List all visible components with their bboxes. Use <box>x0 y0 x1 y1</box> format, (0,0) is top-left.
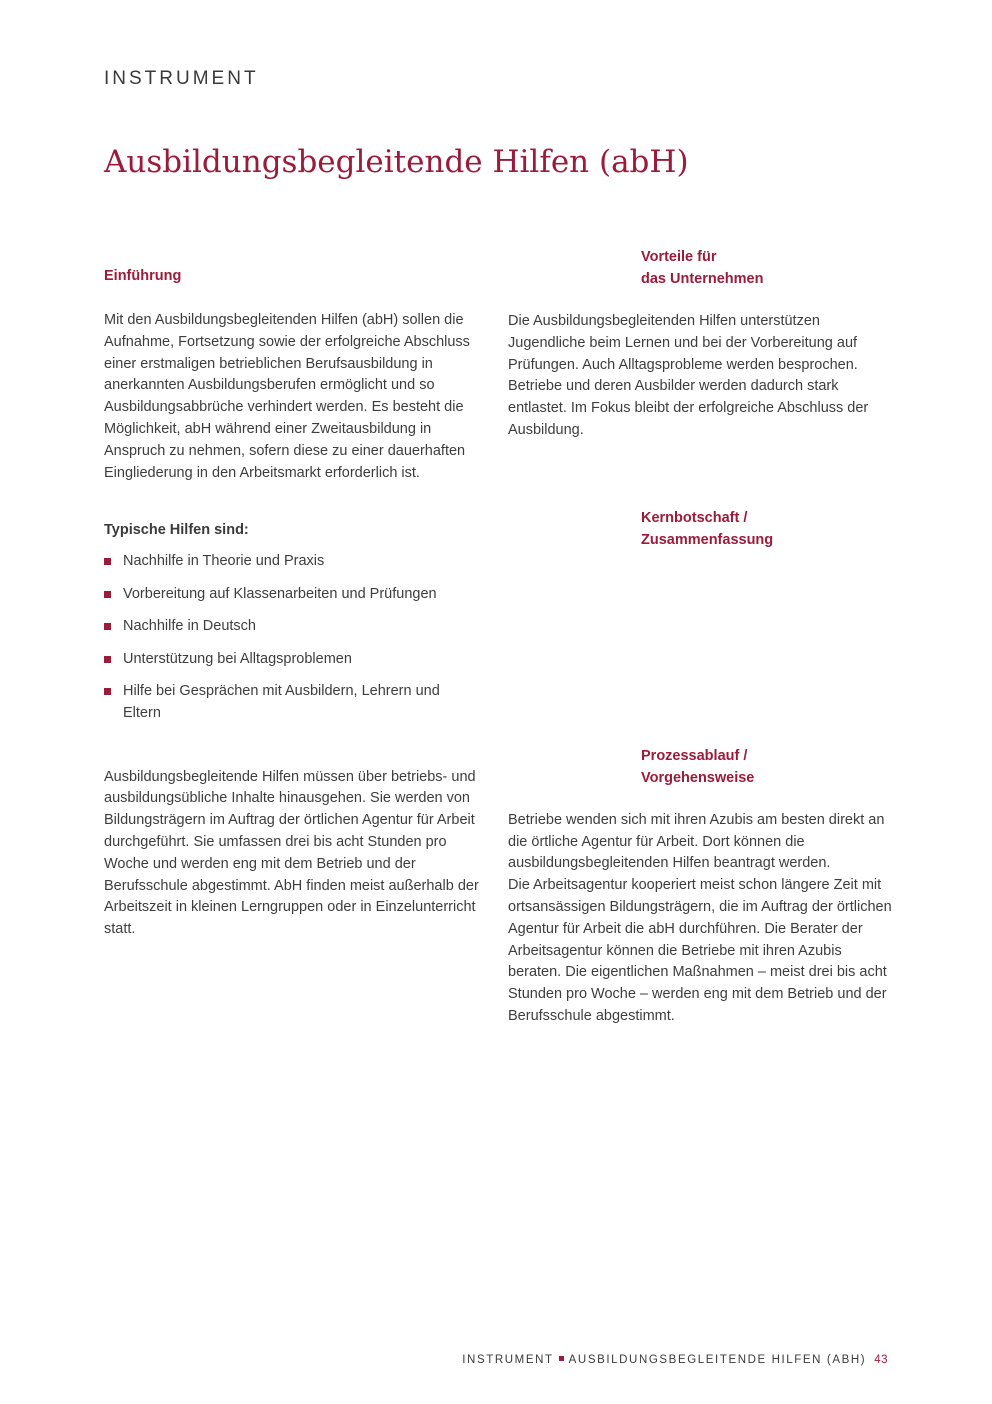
advantages-text: Die Ausbildungsbegleitenden Hilfen unterstützen Jugendliche beim Lernen und bei der Vorbereitung auf Prüfungen. Auch Alltagsprobleme werden besprochen. Betriebe und deren Ausbilder werden dadurch stark entlastet. Im Fokus bleibt der erfolgreiche Abschluss der Ausbildung. <box>508 313 869 438</box>
bullet-square-icon <box>104 591 111 598</box>
closing-text: Ausbildungsbegleitende Hilfen müssen über betriebs- und ausbildungsübliche Inhalte hinausgehen. Sie werden von Bildungsträgern im Auftrag der örtlichen Agentur für Arbeit durchgeführt. Sie umfassen drei bis acht Stunden pro Woche und werden eng mit dem Betrieb und der Berufsschule abgestimmt. AbH finden meist außerhalb der Arbeitszeit in kleinen Lerngruppen oder in Einzelunterricht statt. <box>104 768 479 938</box>
bullet-square-icon <box>104 688 111 695</box>
left-column <box>104 265 484 941</box>
intro-heading: Einführung <box>104 268 182 284</box>
bullet-square-icon <box>104 623 111 630</box>
process-text-1: Betriebe wenden sich mit ihren Azubis am besten direkt an die örtliche Agentur für Arbeit. Dort können die ausbildungsbegleitenden Hilfen beantragt werden. <box>508 811 885 872</box>
list-item: Unterstützung bei Alltagsproblemen <box>104 649 484 671</box>
list-heading: Typische Hilfen sind: <box>104 522 249 539</box>
right-column <box>508 246 898 1028</box>
section-kicker: INSTRUMENT <box>104 68 259 89</box>
page-title: Ausbildungsbegleitende Hilfen (abH) <box>104 144 689 180</box>
bullet-square-icon <box>104 558 111 565</box>
footer-topic: AUSBILDUNGSBEGLEITENDE HILFEN (ABH) <box>568 1354 867 1366</box>
process-text-2: Die Arbeitsagentur kooperiert meist schon längere Zeit mit ortsansässigen Bildungsträgern, die im Auftrag der örtlichen Agentur für Arbeit die abH durchführen. Die Berater der Arbeitsagentur können die Betriebe mit ihren Azubis beraten. Die eigentlichen Maßnahmen – meist drei bis acht Stunden pro Woche – werden eng mit dem Betrieb und der Berufsschule abgestimmt. <box>508 877 892 1024</box>
core-message-heading: Kernbotschaft / Zusammenfassung <box>641 509 774 548</box>
page-number: 43 <box>874 1354 888 1366</box>
intro-text: Mit den Ausbildungsbegleitenden Hilfen (abH) sollen die Aufnahme, Fortsetzung sowie der erfolgreiche Abschluss einer erstmaligen betrieblichen Berufsausbildung in anerkannten Ausbildungsberufen ermöglicht und so Ausbildungsabbrüche verhindert werden. Es besteht die Möglichkeit, abH während einer Zweitausbildung in Anspruch zu nehmen, sofern diese zu einer dauerhaften Eingliederung in den Arbeitsmarkt erforderlich ist. <box>104 312 470 481</box>
footer-separator-icon <box>559 1356 564 1361</box>
list-item: Vorbereitung auf Klassenarbeiten und Prüfungen <box>104 584 484 606</box>
help-list <box>104 551 484 724</box>
page-footer <box>462 1354 888 1366</box>
process-heading: Prozessablauf / Vorgehensweise <box>641 747 755 786</box>
list-item: Nachhilfe in Deutsch <box>104 616 484 638</box>
bullet-square-icon <box>104 656 111 663</box>
footer-section: INSTRUMENT <box>462 1354 554 1366</box>
list-item: Nachhilfe in Theorie und Praxis <box>104 551 484 573</box>
list-item: Hilfe bei Gesprächen mit Ausbildern, Lehrern und Eltern <box>104 681 443 725</box>
advantages-heading: Vorteile für das Unternehmen <box>641 249 764 287</box>
